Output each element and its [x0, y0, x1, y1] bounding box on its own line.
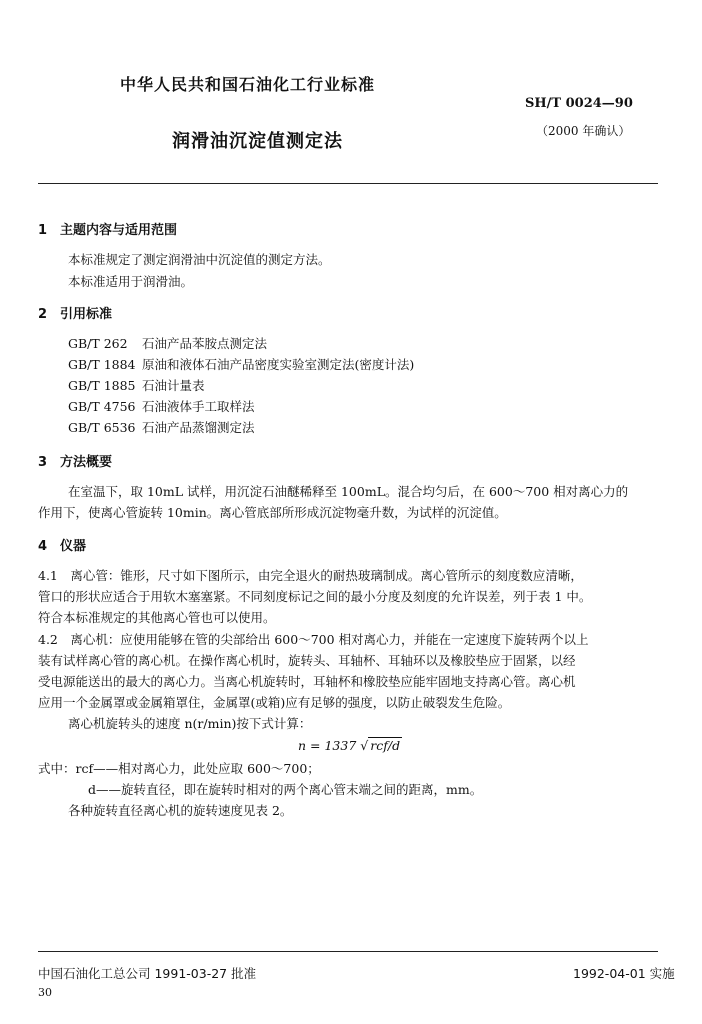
formula-radicand: rcf/d — [370, 738, 401, 753]
section-1-number: 1 — [38, 223, 48, 238]
para-4-1-line: 4.1 离心管：锥形，尺寸如下图所示，由完全退火的耐热玻璃制成。离心管所示的刻度数应清晰， — [38, 568, 583, 583]
para-4-2-line: 应用一个金属罩或金属箱罩住，金属罩(或箱)应有足够的强度，以防止破裂发生危险。 — [38, 695, 511, 710]
section-1-title: 主题内容与适用范围 — [60, 223, 178, 238]
org-title: 中华人民共和国石油化工行业标准 — [120, 75, 376, 94]
ref-item — [68, 418, 255, 436]
ref-title: 石油液体手工取样法 — [142, 399, 255, 414]
ref-item — [68, 376, 205, 394]
ref-code: GB/T 4756 — [68, 399, 136, 414]
para-4-1-line: 管口的形状应适合于用软木塞塞紧。不同刻度标记之间的最小分度及刻度的允许误差，列于表 1 中。 — [38, 589, 592, 604]
section-4-heading — [38, 535, 86, 554]
where-d: d——旋转直径，即在旋转时相对的两个离心管末端之间的距离，mm。 — [88, 782, 483, 797]
bottom-divider — [38, 951, 658, 952]
top-divider — [38, 183, 658, 184]
speed-intro: 离心机旋转头的速度 n(r/min)按下式计算： — [68, 716, 312, 731]
section-3-title: 方法概要 — [60, 455, 113, 470]
ref-code: GB/T 262 — [68, 336, 128, 351]
formula-lhs: n = 1337 — [298, 738, 357, 753]
ref-title: 石油产品蒸馏测定法 — [142, 420, 255, 435]
para-4-2-line: 4.2 离心机：应使用能够在管的尖部给出 600～700 相对离心力，并能在一定速度下旋转两个以上 — [38, 632, 589, 647]
document-title: 润滑油沉淀值测定法 — [172, 131, 343, 152]
section-3-number: 3 — [38, 455, 48, 470]
section-3-line-1: 在室温下，取 10mL 试样，用沉淀石油醚稀释至 100mL。混合均匀后，在 600～700 相对离心力的 — [68, 484, 629, 499]
ref-item — [68, 334, 267, 352]
section-3-heading — [38, 451, 112, 470]
implementation-date: 1992-04-01 实施 — [573, 966, 675, 981]
ref-code: GB/T 6536 — [68, 420, 136, 435]
para-4-2-line: 受电源能送出的最大的离心力。当离心机旋转时，耳轴杯和橡胶垫应能牢固地支持离心管。离心机 — [38, 674, 576, 689]
confirmation-note: （2000 年确认） — [536, 124, 631, 138]
ref-title: 石油产品苯胺点测定法 — [142, 336, 268, 351]
where-rcf: 式中：rcf——相对离心力，此处应取 600～700； — [38, 761, 320, 776]
para-4-2-line: 装有试样离心管的离心机。在操作离心机时，旋转头、耳轴杯、耳轴环以及橡胶垫应于固紧，以经 — [38, 653, 576, 668]
ref-code: GB/T 1885 — [68, 378, 136, 393]
standard-code: SH/T 0024—90 — [525, 96, 633, 111]
section-2-title: 引用标准 — [60, 307, 113, 322]
section-3-line-2: 作用下，使离心管旋转 10min。离心管底部所形成沉淀物毫升数，为试样的沉淀值。 — [38, 505, 507, 520]
ref-item — [68, 397, 255, 415]
table-reference: 各种旋转直径离心机的旋转速度见表 2。 — [68, 803, 293, 818]
section-2-number: 2 — [38, 307, 48, 322]
speed-formula — [298, 738, 402, 753]
section-1-heading — [38, 219, 177, 238]
ref-title: 石油计量表 — [142, 378, 205, 393]
section-1-line-1: 本标准规定了测定润滑油中沉淀值的测定方法。 — [68, 252, 331, 267]
ref-code: GB/T 1884 — [68, 357, 136, 372]
section-4-title: 仪器 — [60, 539, 87, 554]
section-2-heading — [38, 303, 112, 322]
ref-item — [68, 355, 414, 373]
approval-note: 中国石油化工总公司 1991-03-27 批准 — [38, 966, 257, 981]
section-1-line-2: 本标准适用于润滑油。 — [68, 274, 194, 289]
section-4-number: 4 — [38, 539, 48, 554]
ref-title: 原油和液体石油产品密度实验室测定法(密度计法) — [142, 357, 415, 372]
sqrt-sign-icon: √ — [360, 738, 369, 753]
page-number: 30 — [38, 986, 52, 999]
para-4-1-line: 符合本标准规定的其他离心管也可以使用。 — [38, 610, 276, 625]
